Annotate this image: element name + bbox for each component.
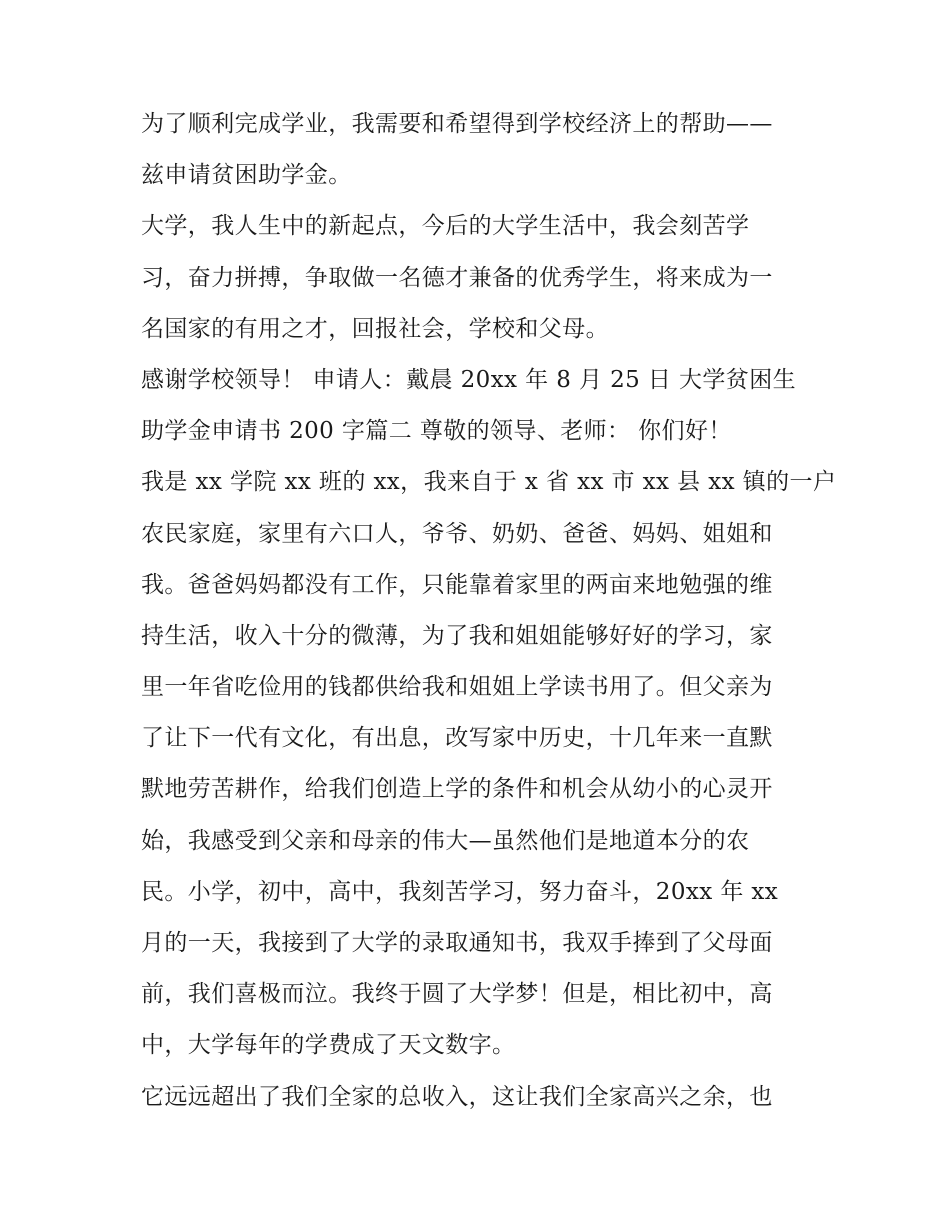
- text-line: 中，大学每年的学费成了天文数字。: [141, 1032, 516, 1059]
- text-line: 兹申请贫困助学金。: [141, 162, 352, 189]
- text-line: 了让下一代有文化，有出息，改写家中历史，十几年来一直默: [141, 725, 773, 752]
- text-line: 我是 xx 学院 xx 班的 xx，我来自于 x 省 xx 市 xx 县 xx 镇的一户: [141, 469, 837, 496]
- text-line: 为了顺利完成学业，我需要和希望得到学校经济上的帮助——: [141, 111, 773, 137]
- text-line: 持生活，收入十分的微薄，为了我和姐姐能够好好的学习，家: [141, 622, 773, 649]
- text-line: 大学，我人生中的新起点，今后的大学生活中，我会刻苦学: [141, 213, 750, 240]
- text-line: 助学金申请书 200 字篇二 尊敬的领导、老师： 你们好！: [141, 418, 732, 445]
- text-line: 默地劳苦耕作，给我们创造上学的条件和机会从幼小的心灵开: [141, 776, 773, 803]
- text-line: 农民家庭，家里有六口人，爷爷、奶奶、爸爸、妈妈、姐姐和: [141, 520, 773, 547]
- text-line: 月的一天，我接到了大学的录取通知书，我双手捧到了父母面: [141, 930, 773, 956]
- text-line: 它远远超出了我们全家的总收入，这让我们全家高兴之余，也: [141, 1083, 773, 1110]
- text-line: 始，我感受到父亲和母亲的伟大—虽然他们是地道本分的农: [141, 827, 750, 854]
- text-line: 我。爸爸妈妈都没有工作，只能靠着家里的两亩来地勉强的维: [141, 571, 773, 598]
- text-line: 前，我们喜极而泣。我终于圆了大学梦！但是，相比初中，高: [141, 981, 773, 1008]
- text-line: 名国家的有用之才，回报社会，学校和父母。: [141, 315, 609, 342]
- document-body: [141, 99, 837, 1123]
- text-line: 里一年省吃俭用的钱都供给我和姐姐上学读书用了。但父亲为: [141, 674, 773, 701]
- text-line: 感谢学校领导！ 申请人：戴晨 20xx 年 8 月 25 日 大学贫困生: [141, 366, 796, 393]
- text-line: 民。小学，初中，高中，我刻苦学习，努力奋斗，20xx 年 xx: [141, 878, 779, 905]
- text-line: 习，奋力拼搏，争取做一名德才兼备的优秀学生，将来成为一: [141, 264, 773, 291]
